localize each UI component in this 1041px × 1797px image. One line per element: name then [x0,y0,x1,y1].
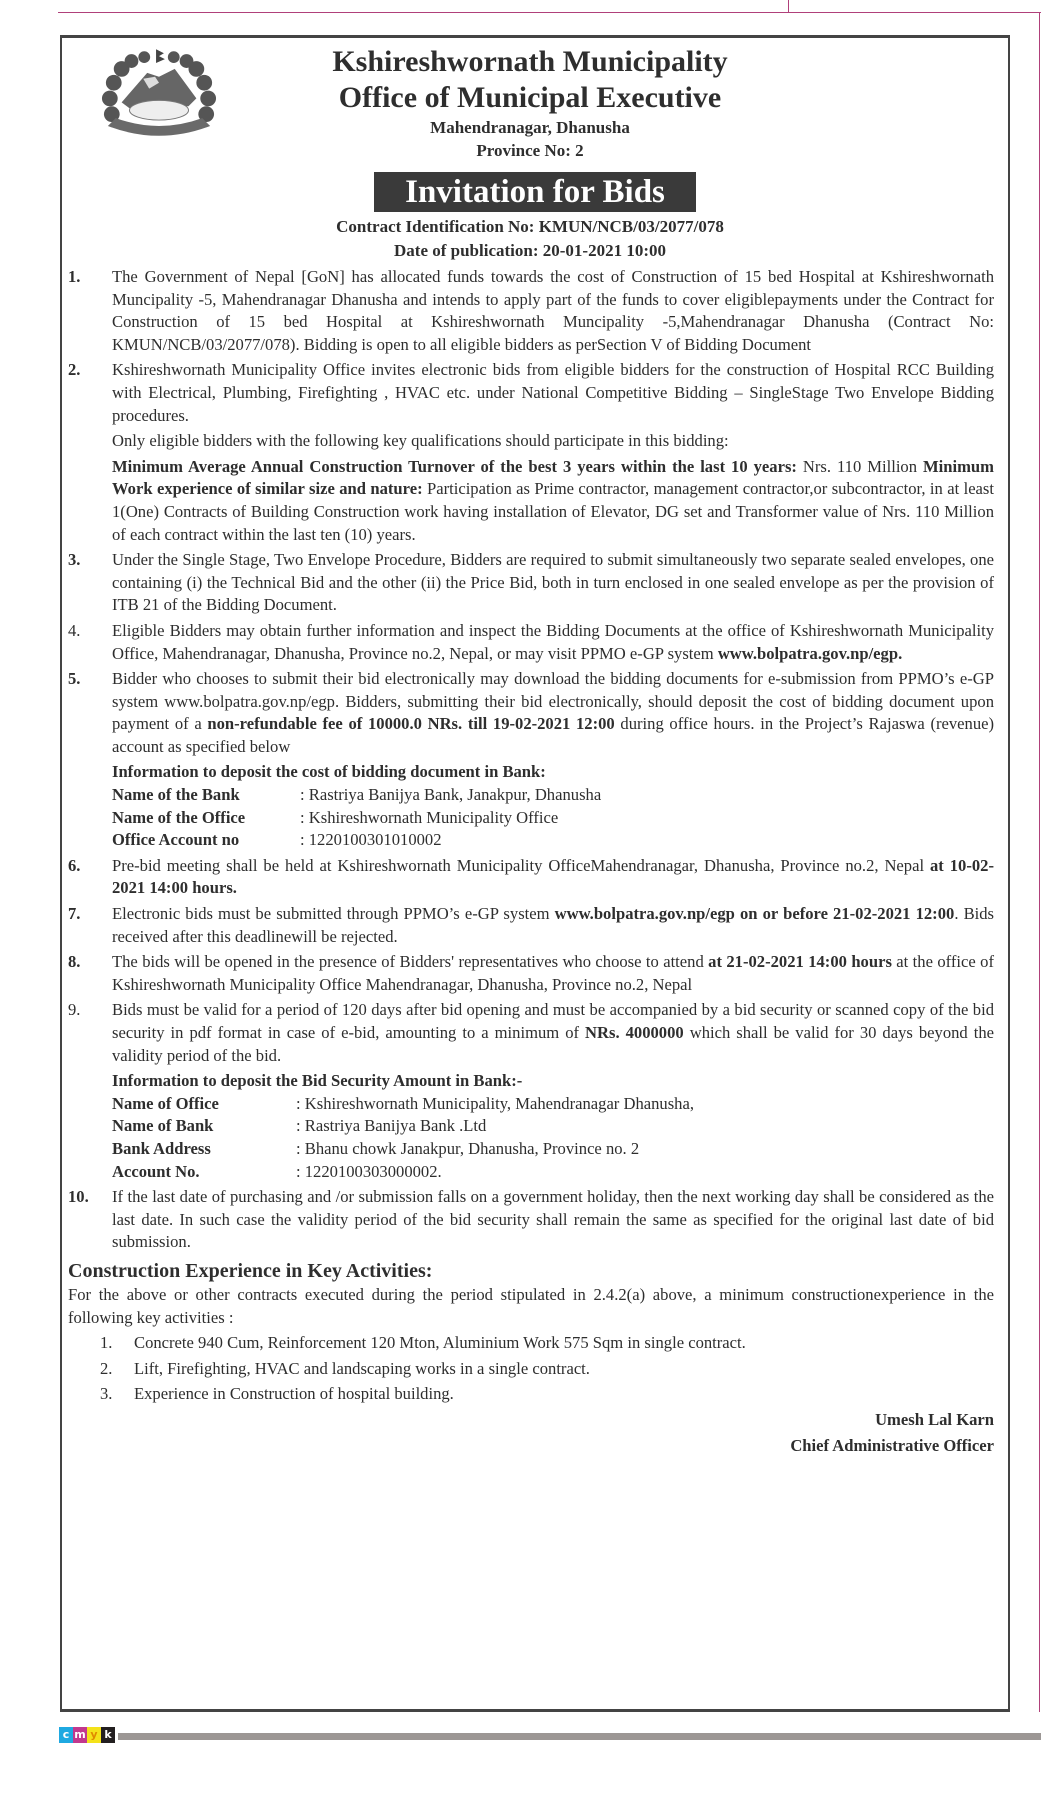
activity-number: 2. [100,1358,113,1378]
experience-label: Minimum Work experience of similar size and nature: [112,456,994,499]
signatory-title: Chief Administrative Officer [790,1435,994,1455]
security-info-label: Bank Address [112,1138,211,1158]
security-info-value: : Bhanu chowk Janakpur, Dhanusha, Province no. 2 [296,1138,640,1158]
clause-text: The Government of Nepal [GoN] has allocated funds towards the cost of Construction of 15 bed Hospital at Kshireshwornath Muncipality -5, Mahendranagar Dhanusha and intends to apply part of the funds to cover eligiblepayments under the Contract for Construction of 15 bed Hospital at Kshireshwornath Muncipality -5,Mahendranagar Dhanusha (Contract No: KMUN/NCB/03/2077/078). Bidding is open to all eligible bidders as perSection V of Bidding Document [112,267,994,354]
bank-info-label: Name of the Office [112,807,246,827]
experience-title: Construction Experience in Key Activities: [68,1259,433,1282]
security-info-label: Name of Office [112,1093,219,1113]
province: Province No: 2 [476,141,584,160]
clause-text [112,668,994,758]
clause-text-b: at the office of Kshireshwornath Municipality Office Mahendranagar, Dhanusha, Province no.2, Nepal [112,952,994,994]
notice-body [68,266,994,1457]
clause-9 [68,999,994,1183]
publication-date: Date of publication: 20-01-2021 10:00 [394,241,666,260]
clause-3 [68,549,994,617]
security-info-value: : 1220100303000002. [296,1161,442,1181]
clause-text: Under the Single Stage, Two Envelope Procedure, Bidders are required to submit simultaneously two separate sealed envelopes, one containing (i) the Technical Bid and the other (ii) the Price Bid, both in turn enclosed in one sealed envelope as per the provision of ITB 21 of the Bidding Document. [112,550,994,615]
security-info-row [112,1138,994,1161]
clause-number: 7. [68,904,81,924]
clause-text: Kshireshwornath Municipality Office invites electronic bids from eligible bidders for the construction of Hospital RCC Building with Electrical, Plumbing, Firefighting , HVAC etc. under National Competitive Bidding – SingleStage Two Envelope Bidding procedures. [112,360,994,425]
qualification-details [112,456,994,546]
nepal-emblem-icon [100,47,218,142]
clause-text-b: which shall be valid for 30 days beyond the validity period of the bid. [112,1023,994,1065]
activity-item [68,1358,994,1381]
office-location: Mahendranagar, Dhanusha [430,118,630,137]
experience-value: Participation as Prime contractor, management contractor,or subcontractor, in at least 1(One) Contracts of Building Construction work having installation of Elevator, DG set and Transformer value of Nrs. 110 Million of each contract within the last ten (10) years. [112,479,994,544]
cmyk-chip-black: k [101,1727,115,1743]
clause-text-body: Bids must be valid for a period of 120 days after bid opening and must be accompanied by a bid security or scanned copy of the bid security in pdf format in case of e-bid, amounting to a minimum of [112,1000,994,1042]
security-info-title: Information to deposit the Bid Security Amount in Bank:- [112,1071,523,1091]
clause-number: 5. [68,669,81,689]
office-name: Office of Municipal Executive [338,81,722,114]
clause-text: If the last date of purchasing and /or submission falls on a government holiday, then the next working day shall be considered as the last date. In such case the validity period of the bid security shall remain the same as specified for the original last date of bid submission. [112,1187,994,1252]
bank-info-title: Information to deposit the cost of bidding document in Bank: [112,762,546,782]
clause-number: 6. [68,855,81,875]
print-color-bar [118,1733,1041,1740]
clause-7 [68,903,994,948]
clause-8 [68,951,994,996]
clause-6 [68,855,994,900]
clause-text [112,620,994,665]
clause-text-body: Eligible Bidders may obtain further information and inspect the Bidding Documents at the office of Kshireshwornath Municipality Office, Mahendranagar, Dhanusha, Province no.2, Nepal, or may visit PPMO e-GP system [112,620,994,663]
invitation-banner: Invitation for Bids [374,172,696,212]
clause-number: 1. [68,267,81,286]
activity-text: Lift, Firefighting, HVAC and landscaping works in a single contract. [134,1358,590,1378]
cmyk-registration-mark [59,1727,115,1743]
submission-deadline: www.bolpatra.gov.np/egp on or before 21-02-2021 12:00 [554,904,955,924]
bid-security-amount: NRs. 4000000 [585,1023,684,1042]
security-info-row [112,1115,994,1138]
clause-number: 2. [68,360,81,380]
activity-number: 3. [100,1384,113,1404]
security-info-value: : Rastriya Banijya Bank .Ltd [296,1116,487,1136]
clause-text [112,855,994,900]
activity-number: 1. [100,1333,113,1353]
security-info-row [112,1161,994,1184]
security-info-label: Account No. [112,1161,200,1181]
clause-4 [68,620,994,665]
egp-link[interactable]: www.bolpatra.gov.np/egp. [717,643,903,663]
turnover-value: Nrs. 110 Million [796,456,923,476]
experience-intro: For the above or other contracts executed during the period stipulated in 2.4.2(a) above, a minimum constructionexperience in the following key activities : [68,1284,994,1327]
crop-mark-horizontal [58,12,1041,13]
clause-5 [68,668,994,852]
clause-2 [68,359,994,546]
clause-text-b: during office hours. in the Project’s Rajaswa (revenue) account as specified below [112,714,995,756]
clause-10 [68,1186,994,1254]
crop-mark-right [1039,12,1040,1712]
security-info-row [112,1093,994,1116]
clause-text-body: The bids will be opened in the presence of Bidders' representatives who choose to attend [112,952,709,972]
clause-text-body: Pre-bid meeting shall be held at Kshireshwornath Municipality OfficeMahendranagar, Dhanusha, Province no.2, Nepal [112,855,930,875]
clause-number: 9. [68,1000,81,1020]
activity-text: Concrete 940 Cum, Reinforcement 120 Mton, Aluminium Work 575 Sqm in single contract. [134,1333,746,1353]
clause-text [112,951,994,996]
clause-number: 8. [68,952,81,972]
activity-item [68,1383,994,1406]
opening-time: at 21-02-2021 14:00 hours [708,952,892,972]
municipality-name: Kshireshwornath Municipality [332,45,728,78]
security-info-value: : Kshireshwornath Municipality, Mahendranagar Dhanusha, [296,1093,694,1113]
bank-info-label: Name of the Bank [112,785,240,805]
cmyk-chip-magenta: m [74,1728,86,1741]
clause-text-a: Bidder who chooses to submit their bid electronically may download the bidding documents for e-submission from PPMO’s e-GP system www.bolpatra.gov.np/egp. Bidders, submitting their bid electronically, should deposit the cost of bidding document upon payment of a [112,669,994,734]
prebid-time: at 10-02-2021 14:00 hours. [112,855,994,898]
clause-number: 10. [68,1187,89,1207]
signatory-name: Umesh Lal Karn [875,1409,994,1429]
cmyk-chip-cyan: c [59,1727,73,1743]
clause-number: 3. [68,550,81,570]
contract-id: Contract Identification No: KMUN/NCB/03/2077/078 [336,217,724,236]
bank-info-row [112,807,994,830]
clause-1 [68,266,994,356]
qualification-intro: Only eligible bidders with the following key qualifications should participate in this bidding: [112,431,729,451]
clause-text [112,999,994,1067]
clause-text-body: Electronic bids must be submitted through PPMO’s e-GP system [112,904,555,924]
bank-info-row [112,829,994,852]
bank-info-label: Office Account no [112,830,240,850]
bank-info-value: : Kshireshwornath Municipality Office [300,807,559,827]
security-info-label: Name of Bank [112,1116,214,1136]
activity-text: Experience in Construction of hospital building. [134,1384,454,1404]
turnover-label: Minimum Average Annual Construction Turnover of the best 3 years within the last 10 years: [112,456,797,476]
bank-info-row [112,784,994,807]
bank-info-value: : Rastriya Banijya Bank, Janakpur, Dhanusha [300,785,602,805]
clause-text-b: . Bids received after this deadlinewill be rejected. [112,904,994,946]
clause-number: 4. [68,620,81,640]
activity-item [68,1332,994,1355]
bank-info-value: : 1220100301010002 [300,830,442,850]
fee-deadline: non-refundable fee of 10000.0 NRs. till 19-02-2021 12:00 [207,714,615,734]
clause-text [112,903,994,948]
cmyk-chip-yellow: y [87,1727,101,1743]
